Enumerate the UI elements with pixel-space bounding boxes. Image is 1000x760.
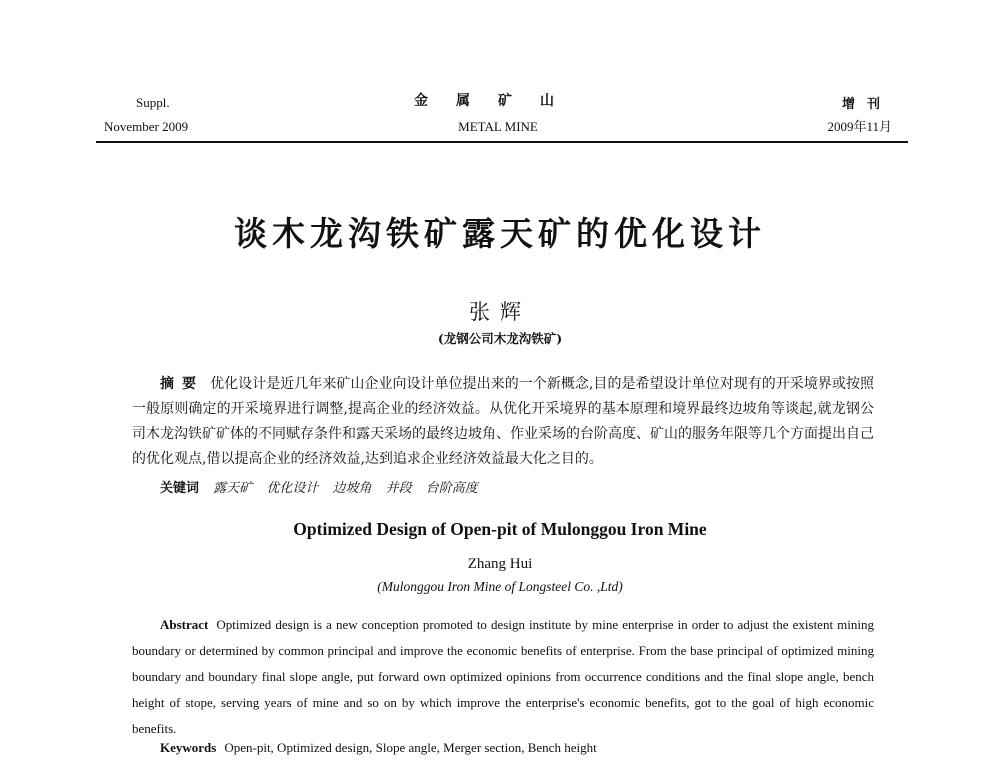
abstract-en-label: Abstract [160, 617, 209, 632]
header-supplement-label: Suppl. [136, 95, 170, 110]
keyword-cn: 并段 [385, 481, 412, 496]
keyword-cn: 边坡角 [332, 481, 372, 496]
header-journal-name-cn: 金属矿山 [414, 93, 582, 109]
keywords-en-text: Open-pit, Optimized design, Slope angle, Merger section, Bench height [224, 740, 597, 755]
author-affiliation-en: (Mulonggou Iron Mine of Longsteel Co. ,Ltd) [377, 579, 623, 594]
paper-title-en: Optimized Design of Open-pit of Mulonggou Iron Mine [293, 519, 707, 539]
keywords-cn [160, 478, 874, 500]
keyword-cn: 台阶高度 [425, 481, 478, 496]
keywords-en-label: Keywords [160, 740, 217, 755]
header-issue-date-en: November 2009 [104, 119, 189, 134]
author-affiliation-cn: (龙钢公司木龙沟铁矿) [437, 331, 563, 346]
keywords-cn-label: 关键词 [160, 481, 200, 496]
header-journal-name-en: METAL MINE [458, 119, 538, 134]
author-name-en: Zhang Hui [467, 556, 533, 572]
header-rule [96, 141, 908, 143]
paper-title-cn: 谈木龙沟铁矿露天矿的优化设计 [234, 214, 766, 253]
abstract-en-text: Optimized design is a new conception promoted to design institute by mine enterprise in order to adjust the existent mining boundary or determined by common principal and improve the economic benefits of enterprise. From the base principal of optimized mining boundary and boundary final slope angle, put forward own optimized opinions from occurrence conditions and the final slope angle, bench height of stope, serving years of mine and so on by which improve the enterprise's economic benefits, got to the goal of high economic benefits. [132, 617, 874, 736]
header-supplement-cn: 增刊 [841, 97, 892, 112]
author-name-cn: 张辉 [469, 300, 531, 324]
keywords-en [160, 738, 874, 758]
abstract-cn [132, 372, 874, 472]
abstract-en [132, 612, 874, 742]
keyword-cn: 优化设计 [266, 481, 319, 496]
abstract-cn-text: 优化设计是近几年来矿山企业向设计单位提出来的一个新概念,目的是希望设计单位对现有的开采境界或按照一般原则确定的开采境界进行调整,提高企业的经济效益。从优化开采境界的基本原理和境界最终边坡角等谈起,就龙钢公司木龙沟铁矿矿体的不同赋存条件和露天采场的最终边坡角、作业采场的台阶高度、矿山的服务年限等几个方面提出自己的优化观点,借以提高企业的经济效益,达到追求企业经济效益最大化之目的。 [132, 376, 875, 467]
abstract-cn-label: 摘要 [160, 376, 205, 392]
header-issue-date-cn: 2009年11月 [827, 119, 892, 134]
keyword-cn: 露天矿 [213, 481, 253, 496]
